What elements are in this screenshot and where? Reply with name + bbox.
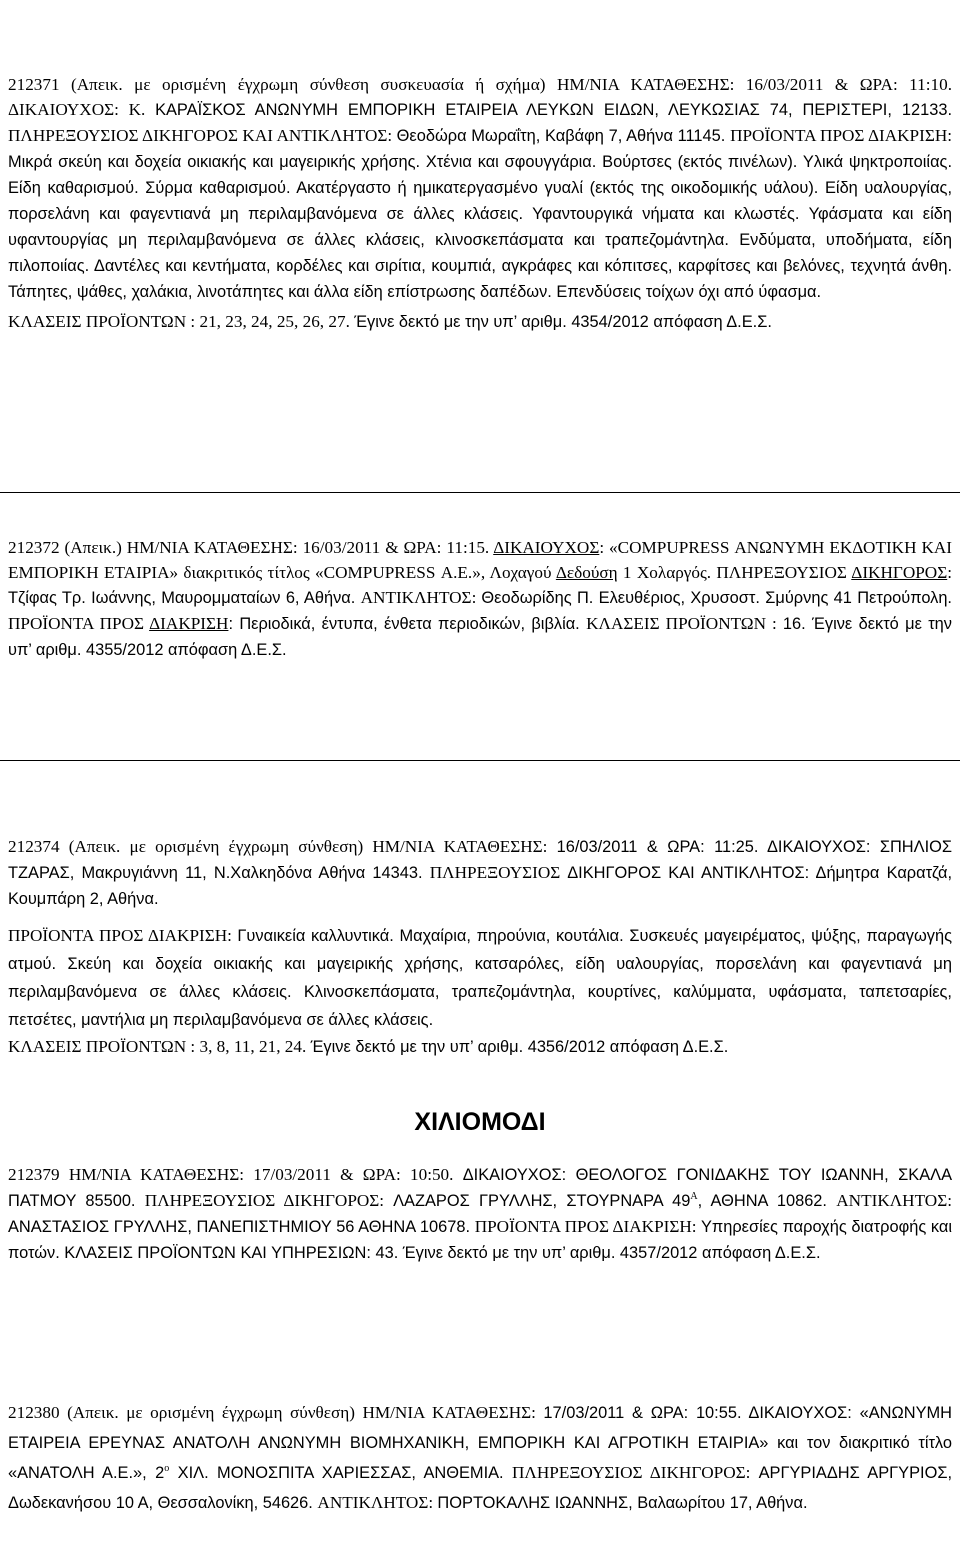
entry-segment: Έγινε δεκτό με την υπ’ αριθμ. 4354/2012 απόφαση Δ.Ε.Σ. bbox=[354, 313, 772, 331]
entry-segment: 16/03/2011 & ΩΡΑ: 11:25. bbox=[556, 838, 767, 856]
entry-segment: (Απεικ. με ορισμένη έγχρωμη σύνθεση συσκευασία ή σχήμα) ΗΜ/ΝΙΑ ΚΑΤΑΘΕΣΗΣ: 16/03/2011 & ΩΡΑ: 11:10. ΔΙΚΑΙΟΥΧΟΣ: Κ. bbox=[8, 75, 952, 119]
entry-segment: Θεοδωρίδης Π. Ελευθέριος, Χρυσοστ. Σμύρνης 41 Πετρούπολη. bbox=[481, 589, 952, 607]
divider bbox=[0, 492, 960, 493]
entry-text bbox=[8, 1398, 952, 1518]
entry-segment: ΠΛΗΡΕΞΟΥΣΙΟΣ bbox=[429, 863, 568, 882]
entry-segment: ΑΝΑΣΤΑΣΙΟΣ ΓΡΥΛΛΗΣ, ΠΑΝΕΠΙΣΤΗΜΙΟΥ 56 ΑΘΗΝΑ 10678. bbox=[8, 1218, 475, 1236]
entry-segment: (Απεικ. με ορισμένη έγχρωμη σύνθεση) ΗΜ/ΝΙΑ ΚΑΤΑΘΕΣΗΣ: bbox=[59, 837, 557, 856]
entry-text bbox=[8, 834, 952, 912]
entry-segment: ΗΜ/ΝΙΑ ΚΑΤΑΘΕΣΗΣ: 17/03/2011 & ΩΡΑ: 10:50. bbox=[59, 1165, 463, 1184]
entry-segment: ΔΙΚΗΓΟΡΟΣ ΚΑΙ ΑΝΤΙΚΛΗΤΟΣ: Δήμητρα Καρατζά, Κουμπάρη 2, Αθήνα. bbox=[8, 864, 952, 908]
entry-segment: (Απεικ. με ορισμένη έγχρωμη σύνθεση) ΗΜ/ΝΙΑ ΚΑΤΑΘΕΣΗΣ: bbox=[59, 1403, 544, 1422]
entry-segment: ΚΛΑΣΕΙΣ ΠΡΟΪΟΝΤΩΝ : 3, 8, 11, 21, 24. bbox=[8, 1037, 311, 1056]
entry-classes bbox=[8, 1034, 952, 1060]
entry-segment: , ΑΘΗΝΑ 10862. bbox=[697, 1192, 837, 1210]
entry-number: 212374 bbox=[8, 837, 60, 856]
entry-segment: Γυναικεία καλλυντικά. Μαχαίρια, πηρούνια, κουτάλια. Συσκευές μαγειρέματος, ψύξης, παραγωγής ατμού. Σκεύη και δοχεία οικιακής και μαγειρικής χρήσης, κατσαρόλες, είδη υαλουργίας, πορσελάνη και φαγεντιανά μη περιλαμβανόμενα σε άλλες κλάσεις. Κλινοσκεπάσματα, τραπεζομάντηλα, κουρτίνες, καλύμματα, υφάσματα, ταπετσαρίες, πετσέτες, μαντήλια μη περιλαμβανόμενα σε άλλες κλάσεις. bbox=[8, 927, 952, 1029]
entry-segment: ΔΙΚΑΙΟΥΧΟΣ bbox=[493, 538, 600, 557]
entry-text bbox=[8, 535, 952, 663]
superscript: ο bbox=[164, 1463, 170, 1474]
entry-segment: Υπηρεσίες παροχής διατροφής και ποτών. ΚΛΑΣΕΙΣ ΠΡΟΪΟΝΤΩΝ ΚΑΙ ΥΠΗΡΕΣΙΩΝ: 43. Έγινε δεκτό με την υπ’ αριθμ. 4357/2012 απόφαση Δ.Ε.Σ. bbox=[8, 1218, 952, 1262]
entry-text bbox=[8, 1162, 952, 1266]
entry-segment: 17/03/2011 & ΩΡΑ: 10:55. ΔΙΚΑΙΟΥΧΟΣ: «ΑΝΩΝΥΜΗ ΕΤΑΙΡΕΙΑ ΕΡΕΥΝΑΣ ΑΝΑΤΟΛΗ ΑΝΩΝΥΜΗ ΒΙΟΜΗΧΑΝΙΚΗ, ΕΜΠΟΡΙΚΗ ΚΑΙ ΑΓΡΟΤΙΚΗ ΕΤΑΙΡΙΑ» και τον διακριτικό τίτλο «ΑΝΑΤΟΛΗ Α.Ε.», 2 bbox=[8, 1404, 952, 1482]
entry-number: 212379 bbox=[8, 1165, 60, 1184]
entry-segment: ΠΡΟΪΟΝΤΑ ΠΡΟΣ ΔΙΑΚΡΙΣΗ: bbox=[474, 1217, 701, 1236]
entry-segment: ΚΛΑΣΕΙΣ ΠΡΟΪΟΝΤΩΝ : bbox=[586, 614, 783, 633]
entry-segment: ΔΙΚΑΙΟΥΧΟΣ: ΘΕΟΛΟΓΟΣ ΓΟΝΙΔΑΚΗΣ ΤΟΥ ΙΩΑΝΝΗ, ΣΚΑΛΑ ΠΑΤΜΟΥ 85500. bbox=[8, 1166, 953, 1210]
entry-212380 bbox=[8, 1398, 952, 1518]
section-heading: ΧΙΛΙΟΜΟΔΙ bbox=[414, 1108, 546, 1136]
entry-segment: Μικρά σκεύη και δοχεία οικιακής και μαγειρικής χρήσης. Χτένια και σφουγγάρια. Βούρτσες (εκτός πινέλων). Υλικά ψηκτροποιίας. Είδη καθαρισμού. Σύρμα καθαρισμού. Ακατέργαστο ή ημικατεργασμένο γυαλί (εκτός της οικοδομικής υάλου). Είδη υαλουργίας, πορσελάνη και φαγεντιανά μη περιλαμβανόμενα σε άλλες κλάσεις. Υφαντουργικά νήματα και κλωστές. Υφάσματα και είδη υφαντουργίας μη περιλαμβανόμενα σε άλλες κλάσεις, κλινοσκεπάσματα και τραπεζομάντηλα. Ενδύματα, υποδήματα, είδη πιλοποιίας. Δαντέλες και κεντήματα, κορδέλες και σιρίτια, κουμπιά, αγκράφες και κόπιτσες, καρφίτσες και βελόνες, τεχνητά άνθη. Τάπητες, ψάθες, χαλάκια, λινοτάπητες και άλλα είδη επίστρωσης δαπέδων. Επενδύσεις τοίχων όχι από ύφασμα. bbox=[8, 153, 952, 301]
entry-text bbox=[8, 72, 952, 305]
entry-212379 bbox=[8, 1162, 952, 1266]
entry-number: 212372 bbox=[8, 538, 60, 557]
entry-segment: ΠΟΡΤΟΚΑΛΗΣ ΙΩΑΝΝΗΣ, Βαλαωρίτου 17, Αθήνα. bbox=[437, 1494, 808, 1512]
entry-segment: Τζίφας Τρ. Ιωάννης, Μαυρομματαίων 6, Αθήνα. bbox=[8, 589, 361, 607]
entry-segment: ΠΡΟΪΟΝΤΑ ΠΡΟΣ ΔΙΑΚΡΙΣΗ: bbox=[730, 126, 953, 145]
entry-segment: ΔΙΚΑΙΟΥΧΟΣ: ΣΠΗΛΙΟΣ ΤΖΑΡΑΣ, Μακρυγιάννη 11, Ν.Χαλκηδόνα Αθήνα 14343. bbox=[8, 838, 953, 882]
entry-segment: ΠΛΗΡΕΞΟΥΣΙΟΣ ΔΙΚΗΓΟΡΟΣ ΚΑΙ ΑΝΤΙΚΛΗΤΟΣ: bbox=[8, 126, 397, 145]
entry-segment: : bbox=[947, 563, 952, 582]
entry-segment: ΛΑΖΑΡΟΣ ΓΡΥΛΛΗΣ, ΣΤΟΥΡΝΑΡΑ 49 bbox=[393, 1192, 691, 1210]
entry-segment: ΠΛΗΡΕΞΟΥΣΙΟΣ ΔΙΚΗΓΟΡΟΣ: bbox=[144, 1191, 394, 1210]
entry-segment: 16. Έγινε δεκτό με την υπ’ αριθμ. 4355/2012 απόφαση Δ.Ε.Σ. bbox=[8, 615, 952, 659]
entry-segment: (Απεικ.) ΗΜ/ΝΙΑ ΚΑΤΑΘΕΣΗΣ: 16/03/2011 & ΩΡΑ: 11:15. bbox=[59, 538, 494, 557]
superscript: Α bbox=[690, 1191, 698, 1202]
entry-212371 bbox=[8, 72, 952, 335]
entry-products bbox=[8, 922, 952, 1034]
divider bbox=[0, 760, 960, 761]
entry-segment: ΑΡΓΥΡΙΑΔΗΣ ΑΡΓΥΡΙΟΣ, Δωδεκανήσου 10 Α, Θεσσαλονίκη, 54626. bbox=[8, 1464, 953, 1512]
entry-segment: Δεδούση bbox=[555, 563, 618, 582]
entry-segment: Θεοδώρα Μωραΐτη, Καβάφη 7, Αθήνα 11145. bbox=[396, 127, 731, 145]
entry-number: 212371 bbox=[8, 75, 60, 94]
entry-segment: ΔΙΚΗΓΟΡΟΣ bbox=[851, 563, 948, 582]
entry-segment: ΚΛΑΣΕΙΣ ΠΡΟΪΟΝΤΩΝ : 21, 23, 24, 25, 26, 27. bbox=[8, 312, 355, 331]
entry-segment: ΠΛΗΡΕΞΟΥΣΙΟΣ ΔΙΚΗΓΟΡΟΣ: bbox=[512, 1463, 759, 1482]
entry-212374 bbox=[8, 834, 952, 1060]
entry-segment: ΧΙΛ. ΜΟΝΟΣΠΙΤΑ ΧΑΡΙΕΣΣΑΣ, ΑΝΘΕΜΙΑ. bbox=[169, 1464, 513, 1482]
entry-segment: ΔΙΑΚΡΙΣΗ bbox=[149, 614, 229, 633]
entry-segment: ΑΝΤΙΚΛΗΤΟΣ: bbox=[317, 1493, 438, 1512]
entry-segment: ΑΝΤΙΚΛΗΤΟΣ: bbox=[360, 588, 482, 607]
entry-segment: Έγινε δεκτό με την υπ’ αριθμ. 4356/2012 απόφαση Δ.Ε.Σ. bbox=[310, 1038, 729, 1056]
entry-212372 bbox=[8, 535, 952, 663]
entry-segment: : «COMPUPRESS ΑΝΩΝΥΜΗ ΕΚΔΟΤΙΚΗ ΚΑΙ ΕΜΠΟΡΙΚΗ ΕΤΑΙΡΙΑ» διακριτικός τίτλος «COMPUPRESS Α.Ε.», Λοχαγού bbox=[8, 538, 952, 582]
entry-segment: : Περιοδικά, έντυπα, ένθετα περιοδικών, βιβλία. bbox=[228, 615, 587, 633]
entry-classes bbox=[8, 309, 952, 335]
entry-number: 212380 bbox=[8, 1403, 60, 1422]
entry-segment: ΑΝΤΙΚΛΗΤΟΣ: bbox=[836, 1191, 952, 1210]
entry-segment: 1 Χολαργός. ΠΛΗΡΕΞΟΥΣΙΟΣ bbox=[617, 563, 852, 582]
entry-segment: ΠΡΟΪΟΝΤΑ ΠΡΟΣ ΔΙΑΚΡΙΣΗ: bbox=[8, 926, 238, 945]
entry-segment: ΚΑΡΑΪΣΚΟΣ ΑΝΩΝΥΜΗ ΕΜΠΟΡΙΚΗ ΕΤΑΙΡΕΙΑ ΛΕΥΚΩΝ ΕΙΔΩΝ, ΛΕΥΚΩΣΙΑΣ 74, ΠΕΡΙΣΤΕΡΙ, 12133. bbox=[155, 101, 952, 119]
entry-segment: ΠΡΟΪΟΝΤΑ ΠΡΟΣ bbox=[8, 614, 150, 633]
